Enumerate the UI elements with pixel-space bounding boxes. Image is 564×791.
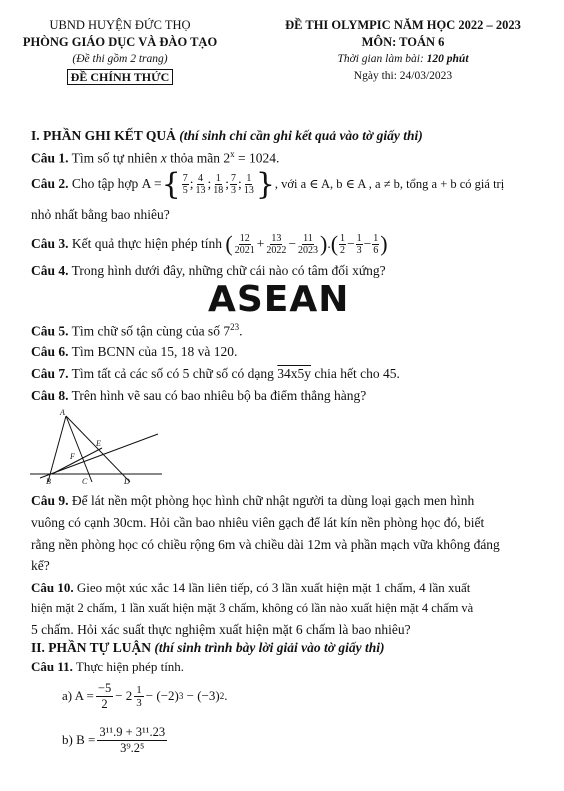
question-1: Câu 1. Tìm số tự nhiên x thỏa mãn 2$^x$ = 1024. xyxy=(31,149,280,166)
question-2: Câu 2. Cho tập hợp A = { $\frac{7}{5}$ ; $\frac{4}{13}$ ; $\frac{1}{18}$ ; $\frac{7}{3}$ ; $\frac{1}{13}$ } , với a ∈ A, b ∈ A , a ≠ b, tổng a + b có giá trị xyxy=(31,166,505,202)
question-9-line1: Câu 9. Để lát nền một phòng học hình chữ nhật người ta dùng loại gạch men hình xyxy=(31,493,475,508)
question-10-line2: hiện mặt 2 chấm, 1 lần xuất hiện mặt 3 chấm, không có lần nào xuất hiện mặt 4 chấm và xyxy=(31,601,474,615)
question-6: Câu 6. Tìm BCNN của 15, 18 và 120. xyxy=(31,344,238,359)
time-limit: Thời gian làm bài: 120 phút xyxy=(337,53,469,65)
point-f-label: F xyxy=(70,452,75,461)
question-11b: b) B = $\frac{\text{3¹¹.9 + 3¹¹.23}}{\text{3⁹.2⁵}}$ xyxy=(62,724,166,755)
org-line2: PHÒNG GIÁO DỤC VÀ ĐÀO TẠO xyxy=(22,35,218,49)
question-11: Câu 11. Thực hiện phép tính. xyxy=(31,659,185,674)
exam-title: ĐỀ THI OLYMPIC NĂM HỌC 2022 – 2023 xyxy=(285,18,521,32)
question-10-line3: 5 chấm. Hỏi xác suất thực nghiệm xuất hiện mặt 6 chấm là bao nhiêu? xyxy=(31,622,411,637)
point-d-label: D xyxy=(124,477,130,486)
org-line1: UBND HUYỆN ĐỨC THỌ xyxy=(49,18,191,32)
pages-note: (Đề thi gồm 2 trang) xyxy=(72,53,168,65)
asean-word: ASEAN xyxy=(208,279,350,320)
collinear-points-figure xyxy=(26,408,166,490)
official-label: ĐỀ CHÍNH THỨC xyxy=(56,70,184,85)
section2-heading: II. PHẦN TỰ LUẬN (thí sinh trình bày lời giải vào tờ giấy thi) xyxy=(31,640,385,655)
section1-heading: I. PHẦN GHI KẾT QUẢ (thí sinh chỉ cần ghi kết quả vào tờ giấy thi) xyxy=(31,128,423,143)
question-5: Câu 5. Tìm chữ số tận cùng của số $7^{23}$. xyxy=(31,322,243,339)
question-11a: a) A = $\frac{-5}{2}$ − 2 1 3 − (−2) 3 − (−3) 2 . xyxy=(62,680,228,711)
question-2-cont: nhỏ nhất bằng bao nhiêu? xyxy=(31,207,170,222)
question-3: Câu 3. Kết quả thực hiện phép tính ( $\frac{12}{2021}$ + $\frac{13}{2022}$ − $\frac{11}{2023}$ ) . ( $\frac{1}{2}$ − $\frac{1}{3}$ − $\frac{1}{6}$ ) xyxy=(31,231,388,256)
point-c-label: C xyxy=(82,477,88,486)
question-10-line1: Câu 10. Gieo một xúc xắc 14 lần liên tiếp, có 3 lần xuất hiện mặt 1 chấm, 4 lần xuất xyxy=(31,580,471,595)
point-a-label: A xyxy=(60,408,65,417)
question-4: Câu 4. Trong hình dưới đây, những chữ cái nào có tâm đối xứng? xyxy=(31,263,386,278)
question-9-line3: rằng nền phòng học có chiều rộng 6m và chiều dài 12m và phần mạch vữa không đáng xyxy=(31,537,500,552)
question-9-line2: vuông có cạnh 30cm. Hỏi cần bao nhiêu viên gạch để lát kín nền phòng học đó, biết xyxy=(31,515,485,530)
subject: MÔN: TOÁN 6 xyxy=(361,35,445,49)
point-e-label: E xyxy=(96,439,101,448)
question-9-line4: kể? xyxy=(31,558,50,573)
question-8: Câu 8. Trên hình vẽ sau có bao nhiêu bộ ba điểm thẳng hàng? xyxy=(31,388,367,403)
question-7: Câu 7. Tìm tất cả các số có 5 chữ số có dạng 34x5y chia hết cho 45. xyxy=(31,366,400,381)
point-b-label: B xyxy=(46,477,51,486)
exam-date: Ngày thi: 24/03/2023 xyxy=(353,70,453,82)
